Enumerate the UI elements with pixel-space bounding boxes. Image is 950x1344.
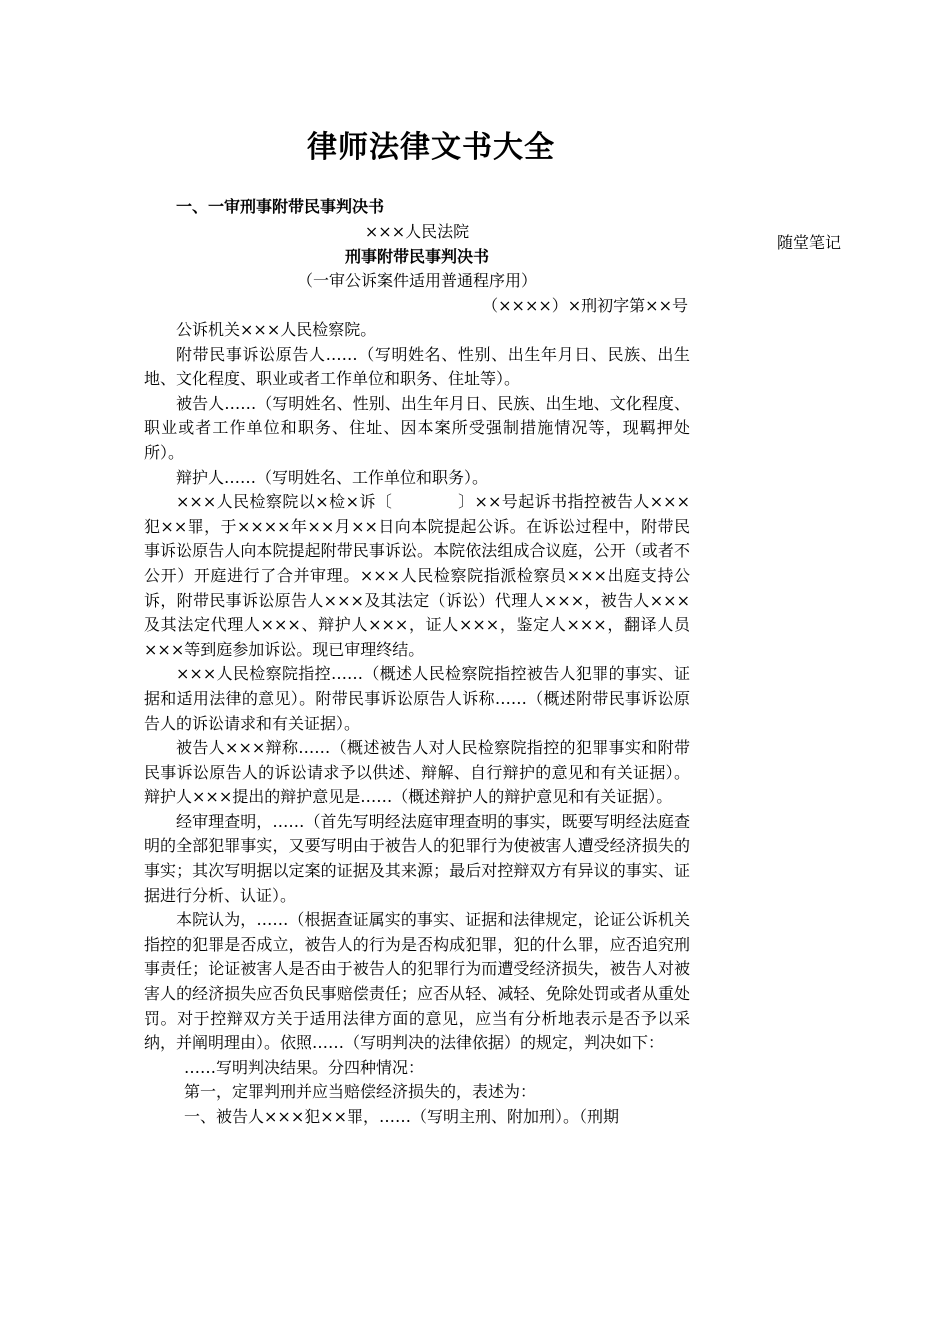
paragraph: 被告人……（写明姓名、性别、出生年月日、民族、出生地、文化程度、职业或者工作单位和职务、住址、因本案所受强制措施情况等，现羁押处所）。: [144, 393, 690, 462]
paragraph: 公诉机关×××人民检察院。: [176, 320, 377, 339]
paragraph: 附带民事诉讼原告人……（写明姓名、性别、出生年月日、民族、出生地、文化程度、职业或者工作单位和职务、住址等）。: [144, 344, 690, 389]
document-type: 刑事附带民事判决书: [344, 247, 489, 266]
paragraph: 第一，定罪判刑并应当赔偿经济损失的，表述为：: [184, 1082, 537, 1102]
document-title: 律师法律文书大全: [307, 130, 555, 165]
section-heading: 一、一审刑事附带民事判决书: [176, 197, 385, 216]
paragraph: ……写明判决结果。分四种情况：: [184, 1057, 425, 1077]
paragraph: 被告人×××辩称……（概述被告人对人民检察院指控的犯罪事实和附带民事诉讼原告人的诉讼请求予以供述、辩解、自行辩护的意见和有关证据）。辩护人×××提出的辩护意见是……（概述辩护人的辩护意见和有关证据）。: [144, 738, 690, 807]
document-subtitle: （一审公诉案件适用普通程序用）: [296, 271, 537, 290]
paragraph: 一、被告人×××犯××罪，……（写明主刑、附加刑）。（刑期: [184, 1107, 620, 1126]
paragraph: 本院认为，……（根据查证属实的事实、证据和法律规定，论证公诉机关指控的犯罪是否成立，被告人的行为是否构成犯罪，犯的什么罪，应否追究刑事责任；论证被害人是否由于被告人的犯罪行为而遭受经济损失，被告人对被害人的经济损失应否负民事赔偿责任；应否从轻、减轻、免除处罚或者从重处罚。对于控辩双方关于适用法律方面的意见，应当有分析地表示是否予以采纳，并阐明理由）。依照……（写明判决的法律依据）的规定，判决如下：: [144, 910, 690, 1053]
paragraph: ×××人民检察院以×检×诉〔 〕××号起诉书指控被告人×××犯××罪，于××××年××月××日向本院提起公诉。在诉讼过程中，附带民事诉讼原告人向本院提起附带民事诉讼。本院依法组成合议庭，公开（或者不公开）开庭进行了合并审理。×××人民检察院指派检察员×××出庭支持公诉，附带民事诉讼原告人×××及其法定（诉讼）代理人×××，被告人×××及其法定代理人×××、辩护人×××，证人×××，鉴定人×××，翻译人员×××等到庭参加诉讼。现已审理终结。: [144, 492, 690, 659]
paragraph: ×××人民检察院指控……（概述人民检察院指控被告人犯罪的事实、证据和适用法律的意见）。附带民事诉讼原告人诉称……（概述附带民事诉讼原告人的诉讼请求和有关证据）。: [144, 664, 690, 733]
paragraph: 经审理查明，……（首先写明经法庭审理查明的事实，既要写明经法庭查明的全部犯罪事实，又要写明由于被告人的犯罪行为使被害人遭受经济损失的事实；其次写明据以定案的证据及其来源；最后对控辩双方有异议的事实、证据进行分析、认证）。: [144, 811, 690, 905]
court-name: ×××人民法院: [364, 222, 470, 241]
document-body: [144, 318, 690, 1130]
case-number: （××××）×刑初字第××号: [482, 296, 688, 315]
side-note: 随堂笔记: [777, 233, 842, 252]
paragraph: 辩护人……（写明姓名、工作单位和职务）。: [176, 467, 489, 487]
